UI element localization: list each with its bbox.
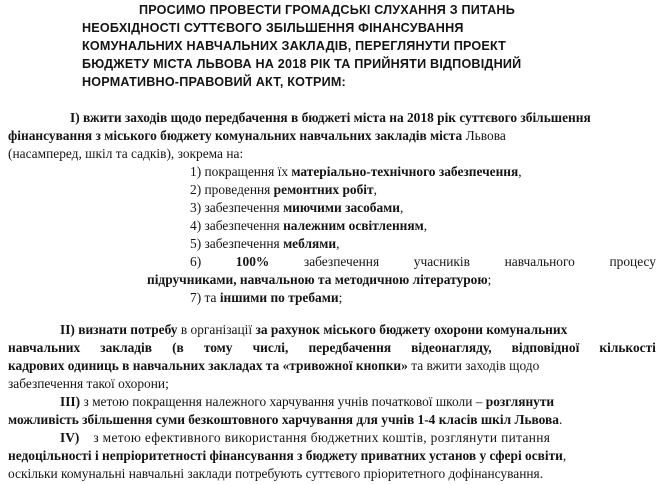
heading-text: БЮДЖЕТУ МІСТА ЛЬВОВА НА 2018 РІК ТА ПРИЙНЯТИ ВІДПОВІДНИЙ (82, 57, 522, 71)
p3-text: з метою покращення належного харчування учнів початкової школи – (80, 394, 486, 409)
p2-bold-text: ІІ) визнати потребу (60, 322, 178, 337)
list-item-text: 2) проведення (190, 182, 274, 197)
p4-text: оскільки комунальні навчальні заклади потребують суттєвого пріоритетного дофінансування. (8, 466, 544, 481)
list-item-bold: меблями (283, 236, 337, 251)
p2-bold-text: за рахунок міського бюджету охорони комунальних (255, 322, 568, 337)
p2-line-4 (8, 376, 169, 392)
p2-bold-text: кадрових одиниць в навчальних закладах та «тривожної кнопки» (8, 358, 408, 373)
list-item-6-cont: підручниками, навчальною та методичною літературою; (147, 272, 492, 287)
list-item-text: 6) (190, 254, 202, 269)
p4-bold-text: недоцільності і непріоритетності фінансування з бюджету приватних установ у сфері освіти (8, 448, 563, 463)
p4-line-2 (8, 448, 566, 464)
p2-line-1 (60, 322, 567, 338)
list-item-text: 1) покращення їх (190, 164, 292, 179)
p3-bold-text: розглянути (485, 394, 555, 409)
heading-line-2 (82, 20, 656, 36)
p3-lead: ІІІ) (60, 394, 81, 409)
list-item-text: забезпечення (303, 254, 380, 269)
heading-text: КОМУНАЛЬНИХ НАВЧАЛЬНИХ ЗАКЛАДІВ, ПЕРЕГЛЯНУТИ ПРОЕКТ (82, 39, 507, 53)
p2-word: (в (172, 340, 184, 355)
p2-text: в організації (177, 322, 256, 337)
p2-word: тому (203, 340, 233, 355)
p4-line-3 (8, 466, 543, 482)
list-item-3: 3) забезпечення миючими засобами, (190, 200, 404, 215)
p4-line-1 (60, 430, 550, 446)
list-item-2: 2) проведення ремонтних робіт, (190, 182, 377, 197)
heading-line-4 (82, 56, 521, 72)
list-item-bold: іншими по требами (219, 290, 339, 305)
p2-text: та вжити заходів щодо (407, 358, 540, 373)
list-item-text: 4) забезпечення (190, 218, 284, 233)
heading-line-5 (82, 74, 346, 90)
p2-word: кількості (599, 340, 656, 355)
heading-text: ПРОСИМО ПРОВЕСТИ ГРОМАДСЬКІ СЛУХАННЯ З ПИТАНЬ (139, 3, 515, 17)
p2-word: закладів (100, 340, 153, 355)
p4-lead: IV) (60, 430, 80, 445)
list-item-5: 5) забезпечення меблями, (190, 236, 340, 251)
p4-text: , (562, 448, 567, 463)
p1-line-1 (70, 110, 591, 126)
p4-text: з метою ефективного використання бюджетних коштів, розглянути питання (93, 430, 551, 445)
list-item-1: 1) покращення їх матеріально-технічного забезпечення, (190, 164, 522, 179)
p1-text: (насамперед, шкіл та садків), зокрема на: (8, 146, 244, 161)
p2-word: відповідної (511, 340, 580, 355)
heading-line-1 (139, 2, 655, 18)
list-item-bold: належним освітленням (283, 218, 424, 233)
list-item-bold: миючими засобами (283, 200, 401, 215)
heading-text: НОРМАТИВНО-ПРАВОВИЙ АКТ, КОТРИМ: (82, 75, 346, 89)
p1-bold-text: фінансування з міського бюджету комунальних навчальних закладів міста (8, 128, 463, 143)
p3-bold-text: можливість збільшення суми безкоштовного харчування для учнів 1-4 класів шкіл Львова (8, 412, 559, 427)
list-item-text: 5) забезпечення (190, 236, 284, 251)
heading-text: НЕОБХІДНОСТІ СУТТЄВОГО ЗБІЛЬШЕННЯ ФІНАНСУВАННЯ (82, 21, 464, 35)
list-item-text: процесу (609, 254, 656, 269)
p2-word: відеонагляду, (411, 340, 492, 355)
heading-line-3 (82, 38, 506, 54)
list-item-text: 7) та (190, 290, 220, 305)
p2-word: навчальних (8, 340, 81, 355)
list-item-bold: підручниками, навчальною та методичною літературою (147, 272, 488, 287)
p3-line-1 (60, 394, 554, 410)
list-item-bold: ремонтних робіт (273, 182, 374, 197)
list-item-4: 4) забезпечення належним освітленням, (190, 218, 428, 233)
list-item-bold: 100% (235, 254, 270, 269)
list-item-bold: матеріально-технічного забезпечення (291, 164, 519, 179)
p2-text: забезпечення такої охорони; (8, 376, 169, 391)
list-item-6 (190, 254, 656, 270)
p1-lead: І) вжити заходів (70, 110, 171, 125)
p3-line-2: можливість збільшення суми безкоштовного харчування для учнів 1-4 класів шкіл Львова. (8, 412, 563, 427)
list-item-text: 3) забезпечення (190, 200, 284, 215)
list-item-text: учасників (413, 254, 470, 269)
p1-line-3 (8, 146, 243, 162)
p1-line-2 (8, 128, 506, 144)
p2-word: передбачення (308, 340, 392, 355)
p1-text: Львова (462, 128, 506, 143)
p2-word: числі, (252, 340, 289, 355)
list-item-text: навчального (504, 254, 575, 269)
p2-line-2 (8, 340, 656, 356)
p1-bold-text: щодо передбачення в бюджеті міста на 2018 рік суттєвого збільшення (170, 110, 591, 125)
p2-line-3 (8, 358, 539, 374)
list-item-7: 7) та іншими по требами; (190, 290, 343, 305)
